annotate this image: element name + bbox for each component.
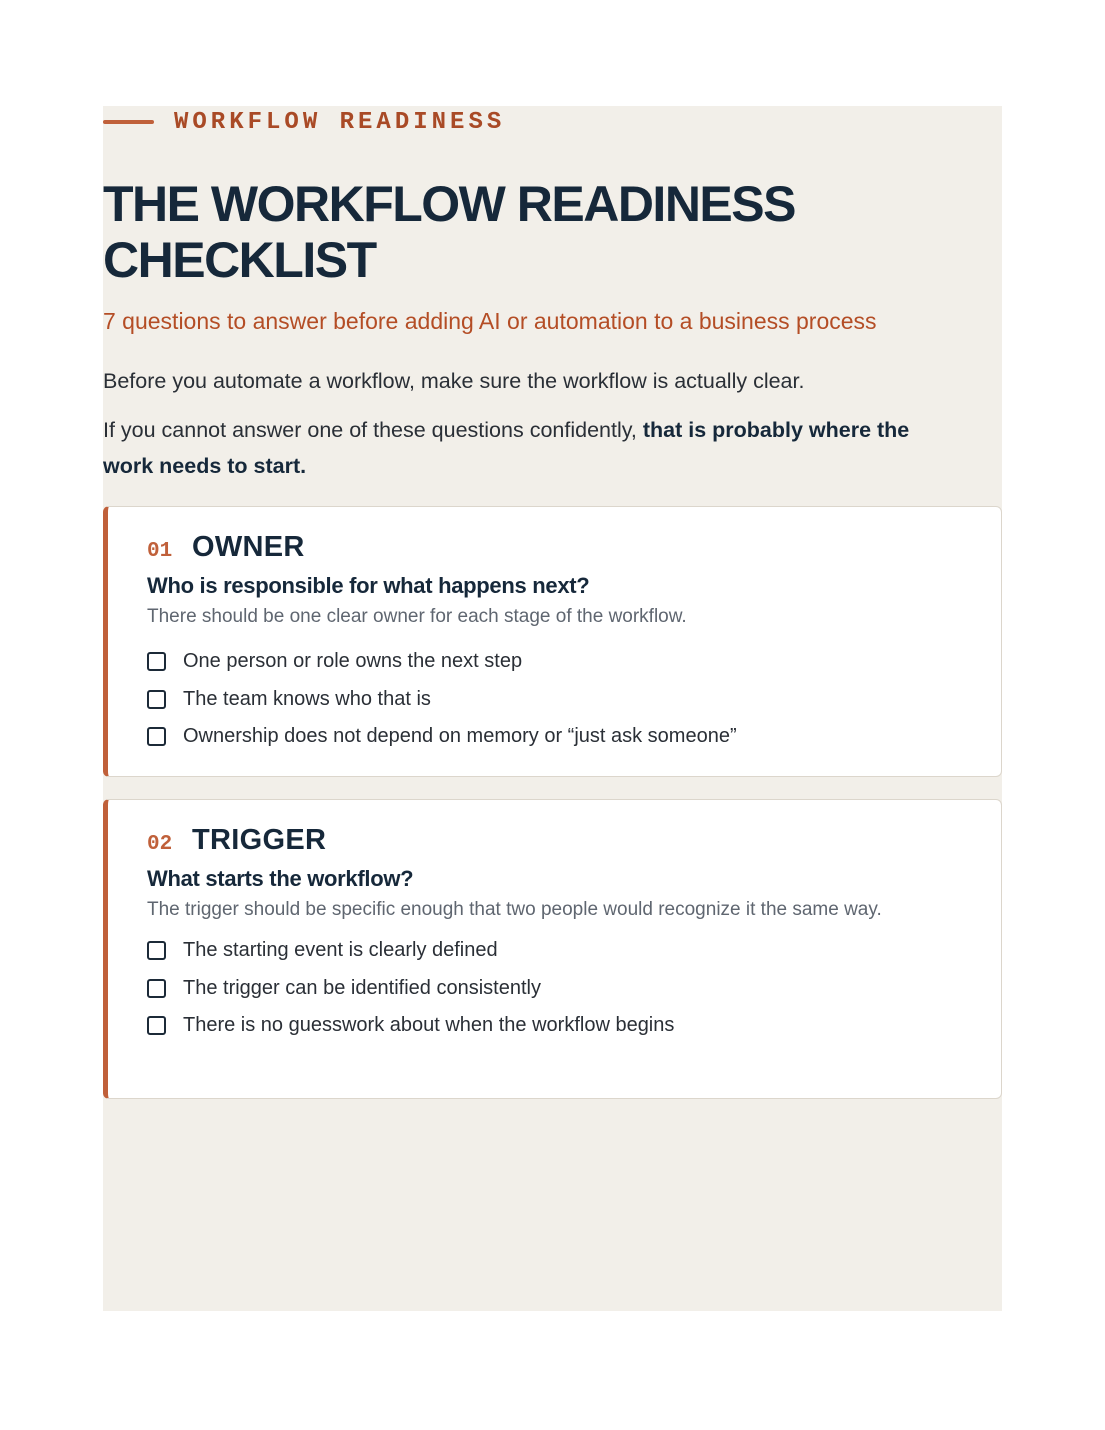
checklist-item-label: There is no guesswork about when the workflow begins bbox=[183, 1014, 675, 1037]
intro-paragraph-1: Before you automate a workflow, make sure the workflow is actually clear. bbox=[103, 369, 805, 393]
checklist-item-label: The starting event is clearly defined bbox=[183, 939, 498, 962]
checklist-item[interactable] bbox=[147, 681, 961, 719]
intro-paragraph-2 bbox=[103, 412, 933, 484]
page-subtitle: 7 questions to answer before adding AI or automation to a business process bbox=[103, 308, 877, 334]
checklist bbox=[147, 932, 961, 1045]
card-description: There should be one clear owner for each stage of the workflow. bbox=[147, 606, 687, 627]
card-label: TRIGGER bbox=[192, 824, 327, 856]
checklist-item-label: Ownership does not depend on memory or “just ask someone” bbox=[183, 725, 737, 748]
checkbox-icon[interactable] bbox=[147, 727, 166, 746]
intro-bold-text: that is probably where the work needs to start. bbox=[103, 418, 910, 478]
checklist-item-label: One person or role owns the next step bbox=[183, 650, 523, 673]
checkbox-icon[interactable] bbox=[147, 690, 166, 709]
checklist-item-label: The team knows who that is bbox=[183, 687, 431, 710]
intro-plain-text: If you cannot answer one of these questions confidently, bbox=[103, 418, 643, 442]
eyebrow-text: WORKFLOW READINESS bbox=[174, 108, 506, 136]
eyebrow-rule bbox=[103, 120, 154, 124]
page-title: THE WORKFLOW READINESS CHECKLIST bbox=[103, 176, 795, 288]
checklist-item[interactable] bbox=[147, 718, 961, 756]
eyebrow bbox=[103, 106, 505, 138]
card-heading bbox=[147, 824, 961, 860]
checklist-card-trigger bbox=[103, 799, 1002, 1099]
checklist-item[interactable] bbox=[147, 932, 961, 970]
card-description: The trigger should be specific enough that two people would recognize it the same way. bbox=[147, 899, 882, 920]
checkbox-icon[interactable] bbox=[147, 979, 166, 998]
checkbox-icon[interactable] bbox=[147, 652, 166, 671]
checklist bbox=[147, 643, 961, 756]
card-label: OWNER bbox=[192, 531, 305, 563]
checklist-card-owner bbox=[103, 506, 1002, 777]
checklist-page bbox=[103, 106, 1002, 1311]
checklist-item[interactable] bbox=[147, 970, 961, 1008]
checklist-item[interactable] bbox=[147, 643, 961, 681]
card-number: 02 bbox=[147, 833, 173, 856]
checklist-item-label: The trigger can be identified consistently bbox=[183, 976, 541, 999]
card-number: 01 bbox=[147, 540, 173, 563]
checkbox-icon[interactable] bbox=[147, 941, 166, 960]
checkbox-icon[interactable] bbox=[147, 1016, 166, 1035]
card-heading bbox=[147, 531, 961, 567]
checklist-item[interactable] bbox=[147, 1007, 961, 1045]
card-question: Who is responsible for what happens next? bbox=[147, 573, 590, 598]
card-question: What starts the workflow? bbox=[147, 866, 414, 891]
